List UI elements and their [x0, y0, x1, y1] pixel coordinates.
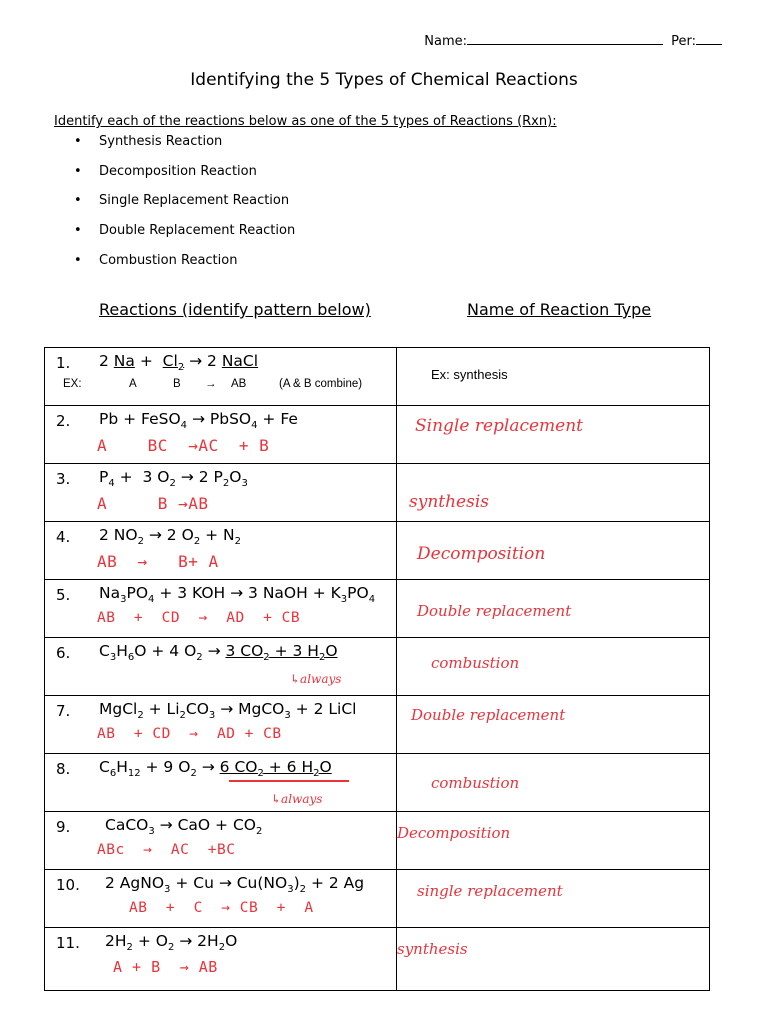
reaction-cell	[45, 870, 397, 928]
answer-text: Single replacement	[415, 416, 583, 436]
reaction-cell	[45, 406, 397, 464]
row-number: 11.	[56, 934, 80, 952]
name-period-header	[424, 32, 722, 49]
answer-text: synthesis	[409, 492, 490, 512]
answer-cell[interactable]	[397, 406, 710, 464]
reaction-cell	[45, 928, 397, 991]
table-row	[45, 406, 710, 464]
row-number: 9.	[56, 818, 71, 836]
equation: 2 $Na + Cl_2 \to 2$ NaCl	[99, 352, 259, 374]
table-row	[45, 522, 710, 580]
table-row	[45, 870, 710, 928]
pattern-annotation: A + B → AB	[113, 958, 218, 976]
equation: 2 AgNO$_3$ + $Cu \to Cu(NO_3)_2 + 2$ Ag	[105, 874, 365, 896]
row-number: 2.	[56, 412, 71, 430]
table-row	[45, 928, 710, 991]
pattern-annotation: ABc → AC +BC	[97, 842, 236, 858]
equation: $Na_3PO_4 + 3$ KOH → 3 NaOH + $K_3PO_4$	[99, 584, 376, 606]
name-label: Name:	[424, 34, 467, 49]
row-number: 1.	[56, 354, 71, 372]
reaction-cell	[45, 696, 397, 754]
row-number: 6.	[56, 644, 71, 662]
answer-text: single replacement	[417, 882, 563, 900]
instructions: Identify each of the reactions below as one of the 5 types of Reactions (Rxn):	[54, 114, 557, 129]
reaction-types-list	[54, 131, 295, 279]
reaction-cell	[45, 464, 397, 522]
equation: 2 $NO_2 \to 2$ $O_2 + N_2$	[99, 526, 241, 548]
equation: $P_4 + 3$ $O_2 \to 2$ $P_2O_3$	[99, 468, 248, 490]
row-number: 8.	[56, 760, 71, 778]
table-row	[45, 348, 710, 406]
answer-cell[interactable]	[397, 812, 710, 870]
always-note: ↳always	[290, 672, 342, 686]
pattern-annotation: A BC →AC + B	[97, 436, 270, 455]
list-item: • Synthesis Reaction	[54, 131, 295, 161]
list-item: • Combustion Reaction	[54, 250, 295, 280]
list-item: • Double Replacement Reaction	[54, 220, 295, 250]
answer-text: Double replacement	[417, 602, 572, 620]
pattern-annotation: AB + C → CB + A	[129, 900, 314, 916]
table-row	[45, 464, 710, 522]
per-label: Per:	[671, 34, 696, 49]
answer-cell[interactable]	[397, 696, 710, 754]
answer-cell[interactable]	[397, 754, 710, 812]
column-header-reactions: Reactions (identify pattern below)	[99, 300, 371, 319]
reactions-table	[44, 347, 710, 991]
list-item: • Single Replacement Reaction	[54, 190, 295, 220]
reaction-cell	[45, 522, 397, 580]
answer-text: Double replacement	[411, 706, 566, 724]
equation: MgCl$_2$ + $Li_2CO_3$ → MgCO$_3$ + 2 LiCl	[99, 700, 357, 722]
pattern-annotation: AB + CD → AD + CB	[97, 610, 301, 626]
table-row	[45, 754, 710, 812]
answer-text: synthesis	[397, 940, 468, 958]
always-note: ↳always	[271, 792, 323, 806]
table-row	[45, 696, 710, 754]
table-row	[45, 812, 710, 870]
equation: $C_6H_{12} + 9$ $O_2 \to 6$ $CO_2 + 6$ $H_2O$	[99, 758, 332, 780]
pattern-annotation: A B →AB	[97, 494, 209, 513]
reaction-cell	[45, 638, 397, 696]
row-number: 7.	[56, 702, 71, 720]
answer-text: Decomposition	[397, 824, 511, 842]
answer-cell[interactable]	[397, 928, 710, 991]
table-row	[45, 580, 710, 638]
answer-cell[interactable]	[397, 580, 710, 638]
name-blank[interactable]	[467, 32, 663, 45]
column-header-type: Name of Reaction Type	[467, 300, 652, 319]
reaction-cell	[45, 812, 397, 870]
table-row	[45, 638, 710, 696]
answer-text: combustion	[431, 654, 520, 672]
equation: $2H_2 + O_2 \to 2H_2O$	[105, 932, 238, 954]
pattern-annotation: AB → B+ A	[97, 552, 219, 571]
underline-mark	[229, 780, 349, 782]
row-number: 3.	[56, 470, 71, 488]
list-item: • Decomposition Reaction	[54, 161, 295, 191]
equation: $C_3H_6O + 4$ $O_2 \to 3$ $CO_2 + 3$ $H_2O$	[99, 642, 338, 664]
answer-cell[interactable]	[397, 464, 710, 522]
answer-cell[interactable]	[397, 348, 710, 406]
pattern-annotation: AB + CD → AD + CB	[97, 726, 282, 742]
reaction-cell	[45, 580, 397, 638]
answer-text: combustion	[431, 774, 520, 792]
answer-text: Ex: synthesis	[431, 367, 508, 382]
reaction-cell	[45, 348, 397, 406]
answer-cell[interactable]	[397, 638, 710, 696]
reaction-cell	[45, 754, 397, 812]
row-number: 10.	[56, 876, 80, 894]
equation: Pb + FeSO$_4$ → PbSO$_4$ + Fe	[99, 410, 298, 432]
page-title: Identifying the 5 Types of Chemical Reactions	[190, 70, 578, 90]
per-blank[interactable]	[696, 32, 722, 45]
answer-text: Decomposition	[417, 544, 546, 564]
example-pattern: EX: A B → AB (A & B combine)	[63, 378, 363, 390]
equation: CaCO$_3$ → CaO + $CO_2$	[105, 816, 263, 838]
answer-cell[interactable]	[397, 522, 710, 580]
row-number: 5.	[56, 586, 71, 604]
answer-cell[interactable]	[397, 870, 710, 928]
row-number: 4.	[56, 528, 71, 546]
